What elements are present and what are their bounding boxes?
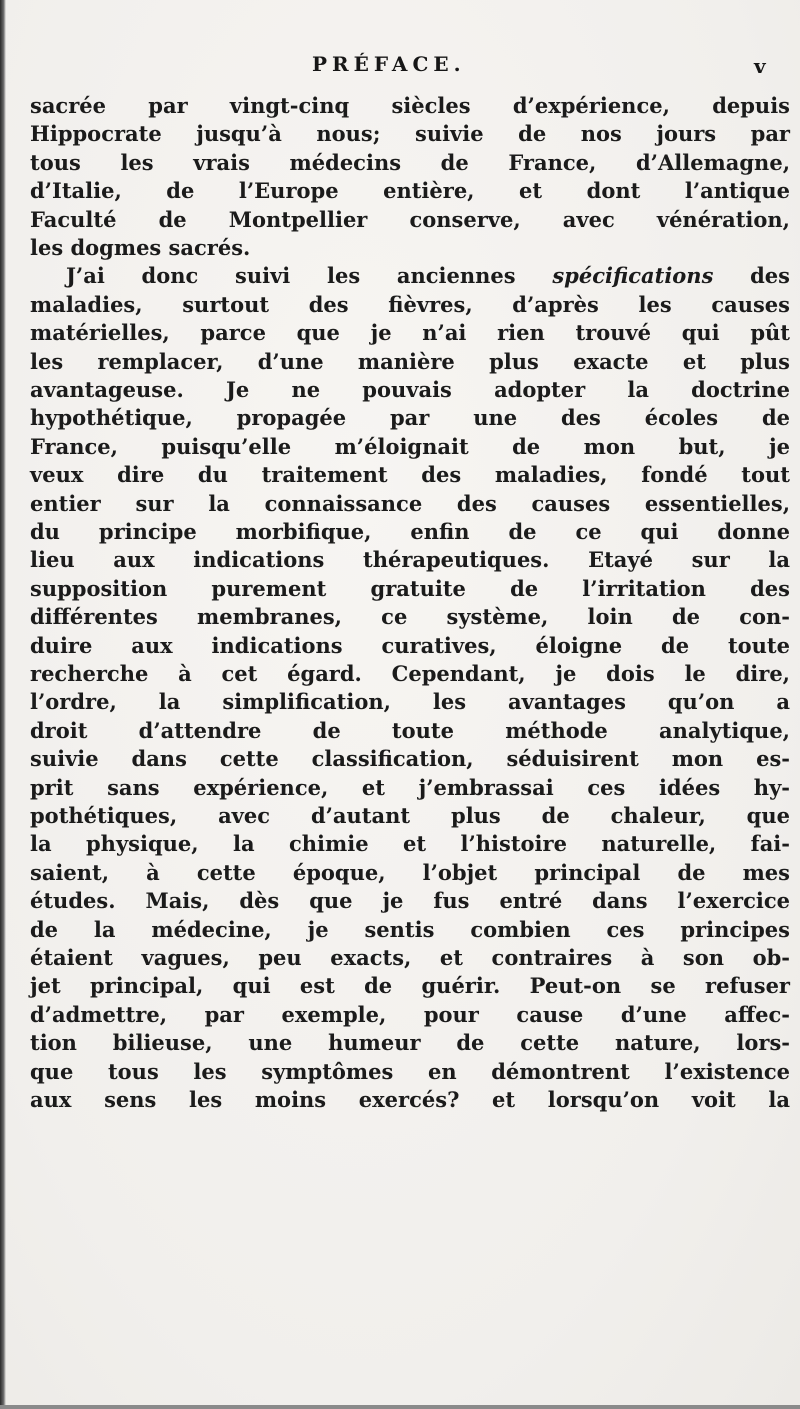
text-line: lieu aux indications thérapeutiques. Etayé sur la <box>30 547 790 573</box>
text-line: études. Mais, dès que je fus entré dans l’exercice <box>30 888 790 914</box>
text-line: jet principal, qui est de guérir. Peut-on se refuser <box>30 973 790 999</box>
text-line: pothétiques, avec d’autant plus de chaleur, que <box>30 803 790 828</box>
text-line: avantageuse. Je ne pouvais adopter la doctrine <box>30 377 790 402</box>
text-line: la physique, la chimie et l’histoire naturelle, fai- <box>30 831 790 857</box>
page-header <box>0 52 800 84</box>
text-line: duire aux indications curatives, éloigne de toute <box>30 632 790 658</box>
text-line: les remplacer, d’une manière plus exacte et plus <box>30 348 790 374</box>
text-line: d’admettre, par exemple, pour cause d’une affec- <box>30 1001 790 1027</box>
text-line: matérielles, parce que je n’ai rien trouvé qui pût <box>30 320 790 346</box>
text-line: de la médecine, je sentis combien ces principes <box>30 916 790 942</box>
page-number: v <box>754 54 766 78</box>
text-line: différentes membranes, ce système, loin de con- <box>30 604 790 630</box>
text-line: aux sens les moins exercés? et lorsqu’on voit la <box>30 1087 790 1112</box>
text-line: veux dire du traitement des maladies, fondé tout <box>30 462 790 488</box>
text-run: J’ai donc suivi les anciennes <box>66 263 553 289</box>
text-line: que tous les symptômes en démontrent l’existence <box>30 1058 790 1084</box>
text-line: suivie dans cette classification, séduisirent mon es- <box>30 746 790 772</box>
text-line: tous les vrais médecins de France, d’Allemagne, <box>30 149 790 175</box>
page-binding-shadow <box>0 0 6 1409</box>
text-line: hypothétique, propagée par une des écoles de <box>30 405 790 431</box>
text-line: France, puisqu’elle m’éloignait de mon but, je <box>30 433 790 459</box>
running-title: PRÉFACE. <box>312 52 466 76</box>
page-bottom-edge <box>0 1405 800 1409</box>
emphasis-run: spécifications <box>552 263 714 289</box>
text-line: maladies, surtout des fièvres, d’après les causes <box>30 291 790 317</box>
text-line: sacrée par vingt-cinq siècles d’expérience, depuis <box>30 93 790 118</box>
text-line: prit sans expérience, et j’embrassai ces idées hy- <box>30 774 790 800</box>
text-line: Hippocrate jusqu’à nous; suivie de nos jours par <box>30 121 790 147</box>
text-line: les dogmes sacrés. <box>30 235 251 260</box>
text-line: d’Italie, de l’Europe entière, et dont l’antique <box>30 178 790 204</box>
text-line: entier sur la connaissance des causes essentielles, <box>30 490 790 516</box>
text-line: droit d’attendre de toute méthode analytique, <box>30 717 790 743</box>
text-line: tion bilieuse, une humeur de cette nature, lors- <box>30 1030 790 1056</box>
text-line: du principe morbifique, enfin de ce qui donne <box>30 519 790 544</box>
text-line: recherche à cet égard. Cependant, je dois le dire, <box>30 661 790 686</box>
text-line: Faculté de Montpellier conserve, avec vénération, <box>30 206 790 232</box>
text-run: des <box>713 263 790 289</box>
text-line: supposition purement gratuite de l’irritation des <box>30 575 790 601</box>
text-line: l’ordre, la simplification, les avantages qu’on a <box>30 689 790 715</box>
text-line: étaient vagues, peu exacts, et contraires à son ob- <box>30 945 790 970</box>
text-line: saient, à cette époque, l’objet principal de mes <box>30 859 790 885</box>
text-line <box>66 262 790 290</box>
